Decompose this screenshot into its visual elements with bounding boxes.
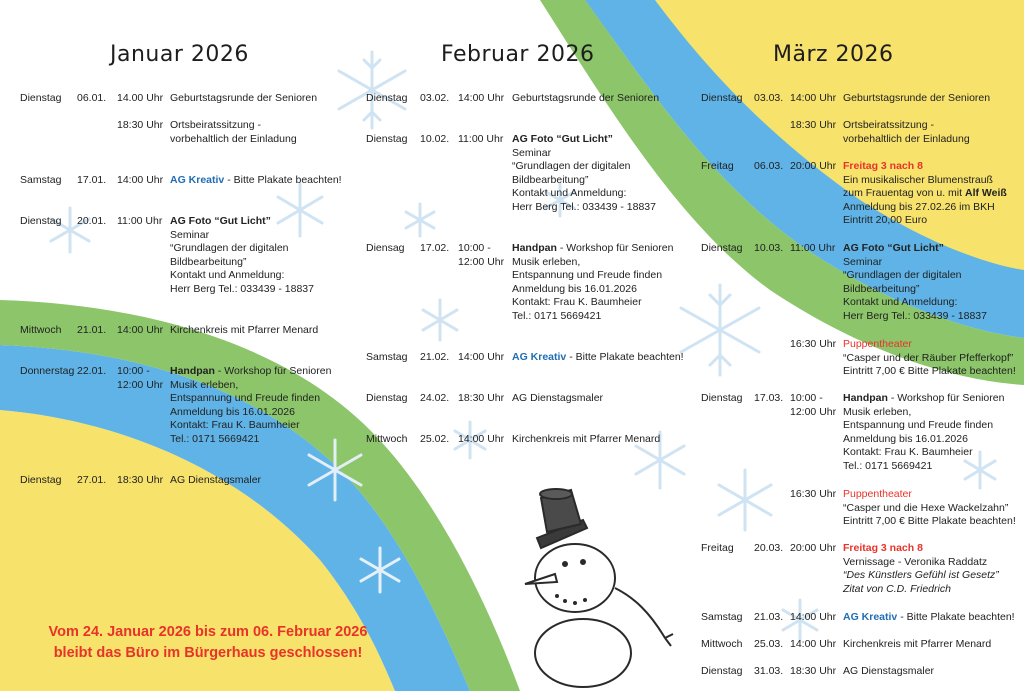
event-line: Bildbearbeitung” [843,282,920,295]
event-day: Dienstag [20,215,62,227]
event-time: 14.00 Uhr [117,92,164,104]
event-time-end: 12:00 Uhr [458,255,505,268]
event-line: Herr Berg Tel.: 033439 - 18837 [170,282,314,295]
event-time: 11:00 Uhr [458,133,504,145]
event-time: 11:00 Uhr [790,242,836,254]
event-day: Dienstag [366,133,408,145]
event-title: Handpan [170,365,215,377]
snowman-illustration [505,488,685,688]
event-line: Kontakt: Frau K. Baumheier [170,419,300,432]
event-date: 03.03. [754,92,784,104]
event-line: Kontakt und Anmeldung: [512,187,627,200]
event-line: Entspannung und Freude finden [170,392,321,405]
closure-notice-line: bleibt das Büro im Bürgerhaus geschlossen! [53,645,363,661]
event-title: Puppentheater [843,338,912,350]
event-date: 25.03. [754,638,784,650]
event-line: - Workshop für Senioren [556,242,674,254]
event-date: 22.01. [77,365,107,377]
event-line: Seminar [170,228,210,241]
event-title: AG Kreativ [843,611,898,623]
event-day: Dienstag [701,665,743,677]
event-line: zum Frauentag von u. mit [843,187,965,200]
event-time: 16:30 Uhr [790,488,837,500]
event-line: AG Dienstagsmaler [512,392,604,404]
event-time-end: 12:00 Uhr [790,405,837,418]
event-date: 20.03. [754,542,784,554]
event-line: Eintritt 7,00 € Bitte Plakate beachten! [843,515,1016,528]
event-line: AG Dienstagsmaler [170,474,262,486]
event-line: Seminar [512,146,552,159]
event-line: “Grundlagen der digitalen [170,242,289,255]
event-date: 10.02. [420,133,450,145]
event-line: Kontakt und Anmeldung: [843,296,958,309]
event-line: Musik erleben, [170,378,239,391]
event-line: - Bitte Plakate beachten! [224,174,342,186]
event-line: Musik erleben, [512,255,581,268]
event-line: Kontakt: Frau K. Baumheier [843,446,973,459]
event-time: 20:00 Uhr [790,542,837,554]
event-time: 16:30 Uhr [790,338,837,350]
event-title: Handpan [512,242,557,254]
event-date: 21.03. [754,611,784,623]
event-line: Anmeldung bis 16.01.2026 [512,282,637,295]
event-date: 03.02. [420,92,450,104]
event-day: Freitag [701,160,734,172]
event-time: 14:00 Uhr [458,433,505,445]
event-title: AG Foto “Gut Licht” [170,215,271,227]
event-quote: Zitat von C.D. Friedrich [843,582,951,595]
event-line: Bildbearbeitung” [170,255,247,268]
event-line: - Bitte Plakate beachten! [897,611,1015,623]
event-day: Dienstag [20,92,62,104]
event-line: “Casper und der Räuber Pfefferkopf” [843,351,1014,364]
event-line: Tel.: 0171 5669421 [170,432,260,445]
event-line: Musik erleben, [843,405,912,418]
event-day: Dienstag [366,392,408,404]
event-date: 21.02. [420,351,450,363]
event-time: 14:00 Uhr [458,351,505,363]
event-line: Herr Berg Tel.: 033439 - 18837 [843,309,987,322]
event-day: Dienstag [701,392,743,404]
event-title: AG Kreativ [512,351,567,363]
event-time: 20:00 Uhr [790,160,837,172]
event-line: Bildbearbeitung” [512,173,589,186]
event-title: Freitag 3 nach 8 [843,160,923,172]
event-date: 17.03. [754,392,784,404]
closure-notice [16,622,400,664]
month-title-februar: Februar 2026 [441,42,595,67]
event-line: Eintritt 7,00 € Bitte Plakate beachten! [843,365,1016,378]
event-date: 10.03. [754,242,784,254]
event-day: Diensag [366,242,405,254]
event-line: Ortsbeiratssitzung - [170,119,262,131]
event-line: Kirchenkreis mit Pfarrer Menard [170,324,319,336]
event-line: “Grundlagen der digitalen [512,160,631,173]
event-day: Dienstag [366,92,408,104]
event-day: Donnerstag [20,365,75,377]
event-title: Puppentheater [843,488,912,500]
event-title: Handpan [843,392,888,404]
event-date: 20.01. [77,215,107,227]
event-line: Herr Berg Tel.: 033439 - 18837 [512,200,656,213]
event-line: vorbehaltlich der Einladung [843,132,970,145]
event-line: Kirchenkreis mit Pfarrer Menard [512,433,661,445]
event-time: 10:00 - [458,242,491,254]
event-line: Ortsbeiratssitzung - [843,119,935,131]
event-day: Dienstag [701,92,743,104]
event-date: 17.01. [77,174,107,186]
event-time: 14:00 Uhr [790,92,837,104]
event-line: Anmeldung bis 27.02.26 im BKH [843,200,995,213]
event-line: - Workshop für Senioren [214,365,332,377]
event-title: AG Foto “Gut Licht” [512,133,613,145]
event-time: 18:30 Uhr [790,119,837,131]
event-line: Geburtstagsrunde der Senioren [843,92,991,104]
event-line: AG Dienstagsmaler [843,665,935,677]
event-line: Geburtstagsrunde der Senioren [170,92,318,104]
event-time-end: 12:00 Uhr [117,378,164,391]
event-day: Mittwoch [20,324,62,336]
event-quote: “Des Künstlers Gefühl ist Gesetz” [843,569,999,582]
event-time: 11:00 Uhr [117,215,163,227]
event-line: vorbehaltlich der Einladung [170,132,297,145]
event-title: AG Kreativ [170,174,225,186]
event-artist: Alf Weiß [964,187,1007,200]
event-date: 31.03. [754,665,784,677]
event-line: Kontakt und Anmeldung: [170,269,285,282]
event-time: 10:00 - [117,365,150,377]
event-line: Tel.: 0171 5669421 [512,309,602,322]
event-date: 06.01. [77,92,107,104]
event-line: Entspannung und Freude finden [512,269,663,282]
event-time: 14:00 Uhr [458,92,505,104]
event-day: Mittwoch [366,433,408,445]
event-line: Ein musikalischer Blumenstrauß [843,173,993,186]
event-line: “Casper und die Hexe Wackelzahn” [843,501,1009,514]
event-line: Vernissage - Veronika Raddatz [843,555,988,568]
event-time: 10:00 - [790,392,823,404]
event-time: 14:00 Uhr [790,611,837,623]
month-title-januar: Januar 2026 [110,42,249,67]
event-date: 06.03. [754,160,784,172]
event-line: Eintritt 20,00 Euro [843,214,928,227]
event-date: 21.01. [77,324,107,336]
event-line: - Workshop für Senioren [887,392,1005,404]
event-line: Anmeldung bis 16.01.2026 [170,405,295,418]
event-day: Dienstag [20,474,62,486]
event-date: 25.02. [420,433,450,445]
event-time: 14:00 Uhr [117,174,164,186]
event-day: Mittwoch [701,638,743,650]
event-line: Seminar [843,255,883,268]
event-line: Geburtstagsrunde der Senioren [512,92,660,104]
event-day: Freitag [701,542,734,554]
event-line: Tel.: 0171 5669421 [843,459,933,472]
event-time: 14:00 Uhr [117,324,164,336]
event-time: 18:30 Uhr [117,119,164,131]
event-day: Dienstag [701,242,743,254]
event-day: Samstag [701,611,743,623]
event-date: 27.01. [77,474,107,486]
event-line: Kirchenkreis mit Pfarrer Menard [843,638,992,650]
event-line: Anmeldung bis 16.01.2026 [843,432,968,445]
event-time: 18:30 Uhr [790,665,837,677]
event-line: “Grundlagen der digitalen [843,269,962,282]
event-day: Samstag [366,351,408,363]
event-line: Entspannung und Freude finden [843,419,994,432]
event-line: - Bitte Plakate beachten! [566,351,684,363]
month-title-maerz: März 2026 [773,42,894,67]
event-time: 18:30 Uhr [458,392,505,404]
event-time: 18:30 Uhr [117,474,164,486]
event-day: Samstag [20,174,62,186]
event-date: 17.02. [420,242,450,254]
event-line: Kontakt: Frau K. Baumheier [512,296,642,309]
event-title: Freitag 3 nach 8 [843,542,923,554]
closure-notice-line: Vom 24. Januar 2026 bis zum 06. Februar 2026 [48,624,368,640]
event-date: 24.02. [420,392,450,404]
event-title: AG Foto “Gut Licht” [843,242,944,254]
event-time: 14:00 Uhr [790,638,837,650]
